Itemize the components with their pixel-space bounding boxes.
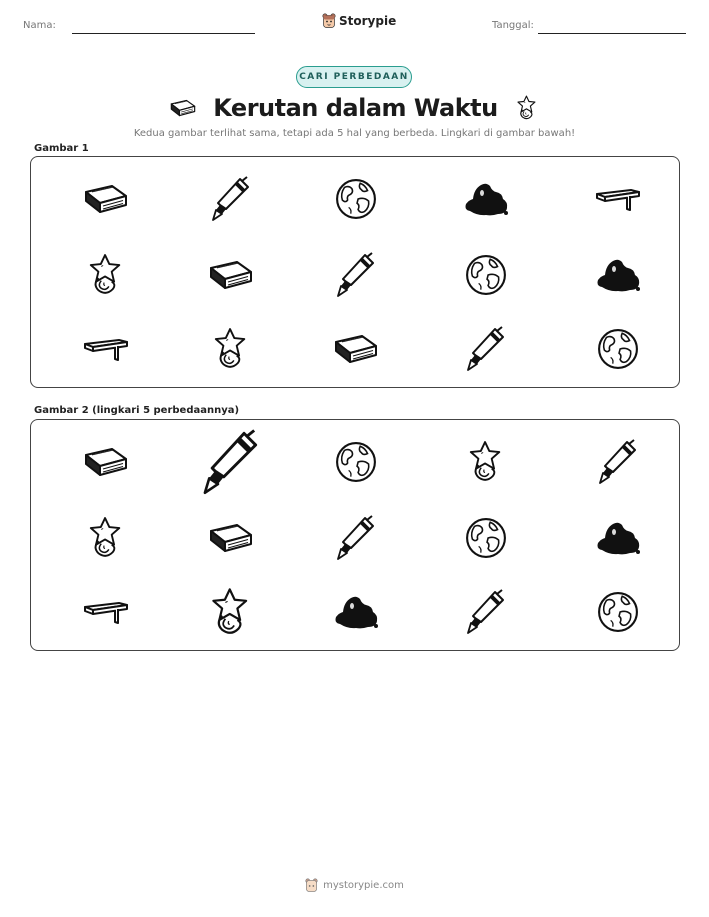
picture1-book-icon-r2c2[interactable]: [207, 258, 255, 292]
title-star-icon: [514, 95, 540, 121]
page-title: Kerutan dalam Waktu: [213, 94, 498, 122]
picture2-book-icon-r1c1[interactable]: [82, 445, 130, 479]
picture1-globe-icon-r2c4[interactable]: [465, 254, 507, 296]
name-label: Nama:: [23, 20, 56, 31]
picture2-label: Gambar 2 (lingkari 5 perbedaannya): [34, 405, 240, 416]
picture2-globe-icon-r1c3[interactable]: [335, 441, 377, 483]
picture2-star-icon-r2c1[interactable]: [87, 516, 125, 560]
picture1-star-icon-r2c1[interactable]: [87, 253, 125, 297]
footer-mascot-icon: [305, 878, 318, 893]
instruction-text: Kedua gambar terlihat sama, tetapi ada 5 hal yang berbeda. Lingkari di gambar bawah!: [133, 128, 576, 139]
picture2-ink-blot-icon-r2c5[interactable]: [594, 518, 642, 558]
date-label: Tanggal:: [492, 20, 534, 31]
name-line[interactable]: [72, 33, 255, 34]
title-row: [0, 92, 709, 124]
picture1-ink-blot-icon-r1c4[interactable]: [462, 179, 510, 219]
picture1-book-icon-r1c1[interactable]: [82, 182, 130, 216]
picture1-globe-icon-r3c5[interactable]: [597, 328, 639, 370]
date-line[interactable]: [538, 33, 686, 34]
picture2-panel[interactable]: [30, 419, 680, 651]
picture2-globe-icon-r2c4[interactable]: [465, 517, 507, 559]
picture1-globe-icon-r1c3[interactable]: [335, 178, 377, 220]
picture2-globe-icon-r3c5[interactable]: [597, 591, 639, 633]
brand-name: Storypie: [339, 14, 397, 28]
picture1-star-icon-r3c2[interactable]: [212, 327, 250, 371]
picture2-pen-icon-r3c4[interactable]: [466, 589, 506, 635]
picture2-pen-icon-r2c3[interactable]: [336, 515, 376, 561]
picture2-book-icon-r2c2[interactable]: [207, 521, 255, 555]
picture2-shelf-icon-r3c1[interactable]: [83, 599, 129, 625]
storypie-mascot-icon: [322, 13, 336, 29]
picture2-pen-icon-r1c2[interactable]: [202, 429, 260, 496]
picture1-pen-icon-r2c3[interactable]: [336, 252, 376, 298]
picture1-book-icon-r3c3[interactable]: [332, 332, 380, 366]
picture1-shelf-icon-r1c5[interactable]: [595, 186, 641, 212]
picture1-label: Gambar 1: [34, 143, 89, 154]
picture2-star-icon-r3c2[interactable]: [209, 587, 253, 638]
picture2-star-icon-r1c4[interactable]: [467, 440, 505, 484]
picture1-ink-blot-icon-r2c5[interactable]: [594, 255, 642, 295]
picture2-pen-icon-r1c5[interactable]: [598, 439, 638, 485]
footer: [0, 878, 709, 893]
activity-badge: CARI PERBEDAAN: [296, 66, 412, 88]
picture2-ink-blot-icon-r3c3[interactable]: [332, 592, 380, 632]
title-book-icon: [169, 98, 197, 118]
picture1-shelf-icon-r3c1[interactable]: [83, 336, 129, 362]
brand-logo: [322, 13, 396, 29]
picture1-panel[interactable]: [30, 156, 680, 388]
picture1-pen-icon-r1c2[interactable]: [211, 176, 251, 222]
picture1-pen-icon-r3c4[interactable]: [466, 326, 506, 372]
footer-website: mystorypie.com: [323, 880, 404, 891]
